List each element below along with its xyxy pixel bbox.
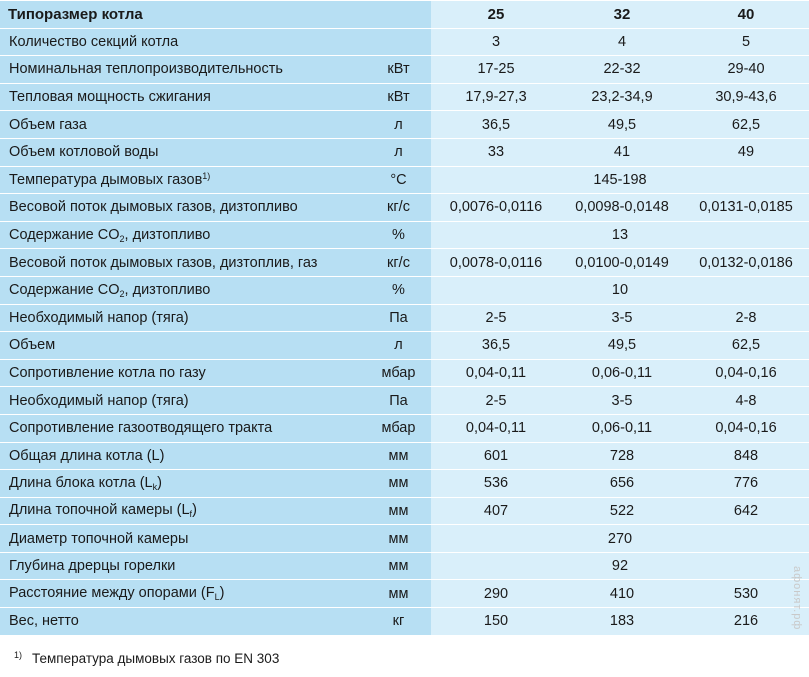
row-label-text: Объем xyxy=(9,337,56,354)
row-value-all-sizes: 92 xyxy=(431,552,809,580)
row-value: 290 xyxy=(431,580,561,608)
table-row xyxy=(0,414,809,442)
row-value: 0,0076-0,0116 xyxy=(431,194,561,222)
row-value: 29-40 xyxy=(683,56,809,84)
row-label-text: Расстояние между опорами (F xyxy=(9,585,215,602)
row-label xyxy=(0,166,366,194)
row-value: 17,9-27,3 xyxy=(431,83,561,111)
footnote xyxy=(14,650,279,666)
row-value: 3-5 xyxy=(561,304,683,332)
row-label xyxy=(0,56,366,84)
row-value: 216 xyxy=(683,608,809,635)
row-value-all-sizes: 13 xyxy=(431,221,809,249)
row-value: 62,5 xyxy=(683,332,809,360)
row-unit: мм xyxy=(366,552,431,580)
row-label xyxy=(0,580,366,608)
row-value: 49 xyxy=(683,138,809,166)
row-value: 49,5 xyxy=(561,332,683,360)
row-label-text: Общая длина котла (L) xyxy=(9,447,165,464)
row-unit: мм xyxy=(366,497,431,525)
table-row xyxy=(0,497,809,525)
row-unit: мм xyxy=(366,470,431,498)
row-unit: кг xyxy=(366,608,431,635)
row-value-all-sizes: 270 xyxy=(431,525,809,553)
table-row xyxy=(0,387,809,415)
watermark: aфoнят.рф xyxy=(791,566,803,631)
row-value: 3 xyxy=(431,28,561,56)
row-label xyxy=(0,276,366,304)
row-value: 536 xyxy=(431,470,561,498)
row-label xyxy=(0,249,366,277)
row-label-footnote-mark: 1) xyxy=(202,171,211,182)
row-value: 33 xyxy=(431,138,561,166)
row-label-text: Температура дымовых газов xyxy=(9,172,203,189)
row-label xyxy=(0,138,366,166)
row-unit: °C xyxy=(366,166,431,194)
row-label-text: Тепловая мощность сжигания xyxy=(9,89,211,106)
table-header-row xyxy=(0,1,809,29)
table-row xyxy=(0,359,809,387)
table-row xyxy=(0,111,809,139)
row-value: 41 xyxy=(561,138,683,166)
row-label xyxy=(0,111,366,139)
row-label-suffix: , дизтопливо xyxy=(124,281,211,298)
row-value: 0,0078-0,0116 xyxy=(431,249,561,277)
row-label-text: Сопротивление газоотводящего тракта xyxy=(9,420,273,437)
row-label-subscript: 2 xyxy=(119,288,125,299)
row-label-suffix: ) xyxy=(192,502,197,519)
table-row xyxy=(0,56,809,84)
row-value: 23,2-34,9 xyxy=(561,83,683,111)
row-label-text: Глубина дрерцы горелки xyxy=(9,558,176,575)
row-value: 36,5 xyxy=(431,332,561,360)
row-unit: кВт xyxy=(366,56,431,84)
table-row xyxy=(0,138,809,166)
row-value: 62,5 xyxy=(683,111,809,139)
row-label-text: Содержание CO xyxy=(9,281,120,298)
row-value: 0,04-0,11 xyxy=(431,414,561,442)
row-value: 2-8 xyxy=(683,304,809,332)
row-label-text: Длина блока котла (L xyxy=(9,474,153,491)
row-label-text: Длина топочной камеры (L xyxy=(9,502,190,519)
row-label-text: Необходимый напор (тяга) xyxy=(9,309,189,326)
table-row xyxy=(0,332,809,360)
row-label-text: Необходимый напор (тяга) xyxy=(9,392,189,409)
row-unit: % xyxy=(366,276,431,304)
table-row xyxy=(0,525,809,553)
table-row xyxy=(0,580,809,608)
row-label xyxy=(0,28,366,56)
table-row xyxy=(0,304,809,332)
row-value: 22-32 xyxy=(561,56,683,84)
row-value: 17-25 xyxy=(431,56,561,84)
row-value: 0,04-0,16 xyxy=(683,359,809,387)
row-unit: кВт xyxy=(366,83,431,111)
row-label xyxy=(0,525,366,553)
row-unit: % xyxy=(366,221,431,249)
row-value: 2-5 xyxy=(431,387,561,415)
row-label xyxy=(0,414,366,442)
row-label xyxy=(0,608,366,635)
row-label-suffix: ) xyxy=(219,585,225,602)
row-unit: мбар xyxy=(366,359,431,387)
row-value: 0,06-0,11 xyxy=(561,414,683,442)
row-label-text: Весовой поток дымовых газов, дизтопливо xyxy=(9,199,298,216)
table-row xyxy=(0,83,809,111)
row-value: 530 xyxy=(683,580,809,608)
row-unit: л xyxy=(366,138,431,166)
footnote-text: Температура дымовых газов по EN 303 xyxy=(32,651,280,666)
row-value: 407 xyxy=(431,497,561,525)
row-value: 4 xyxy=(561,28,683,56)
row-value: 0,04-0,11 xyxy=(431,359,561,387)
row-value: 522 xyxy=(561,497,683,525)
row-value: 0,0131-0,0185 xyxy=(683,194,809,222)
row-value: 776 xyxy=(683,470,809,498)
table-row xyxy=(0,608,809,635)
row-value: 848 xyxy=(683,442,809,470)
row-label xyxy=(0,387,366,415)
row-label-text: Вес, нетто xyxy=(9,613,79,630)
table-row xyxy=(0,28,809,56)
row-value: 0,0132-0,0186 xyxy=(683,249,809,277)
row-label xyxy=(0,83,366,111)
row-value: 656 xyxy=(561,470,683,498)
row-label-text: Объем котловой воды xyxy=(9,144,159,161)
row-unit: мбар xyxy=(366,414,431,442)
row-label xyxy=(0,332,366,360)
row-label-text: Содержание CO xyxy=(9,226,120,243)
row-label-text: Количество секций котла xyxy=(9,33,179,50)
row-unit: мм xyxy=(366,525,431,553)
row-label-suffix: ) xyxy=(157,474,162,491)
row-value-all-sizes: 145-198 xyxy=(431,166,809,194)
row-unit: кг/с xyxy=(366,194,431,222)
row-label xyxy=(0,221,366,249)
row-label-text: Номинальная теплопроизводительность xyxy=(9,61,283,78)
row-unit: кг/с xyxy=(366,249,431,277)
row-value: 601 xyxy=(431,442,561,470)
row-value: 4-8 xyxy=(683,387,809,415)
row-value-all-sizes: 10 xyxy=(431,276,809,304)
table-row xyxy=(0,194,809,222)
row-unit: мм xyxy=(366,442,431,470)
row-label-suffix: , дизтопливо xyxy=(124,226,211,243)
row-label-text: Сопротивление котла по газу xyxy=(9,365,206,382)
row-label-subscript: L xyxy=(214,592,220,603)
header-size-32: 32 xyxy=(561,1,683,29)
header-label: Типоразмер котла xyxy=(0,1,366,29)
row-value: 183 xyxy=(561,608,683,635)
row-value: 3-5 xyxy=(561,387,683,415)
row-label xyxy=(0,552,366,580)
row-label xyxy=(0,442,366,470)
table-row xyxy=(0,552,809,580)
table-row xyxy=(0,221,809,249)
header-unit-cell xyxy=(366,1,431,29)
table-row xyxy=(0,276,809,304)
row-label-subscript: 2 xyxy=(119,233,125,244)
row-value: 410 xyxy=(561,580,683,608)
row-unit: л xyxy=(366,332,431,360)
row-unit: Па xyxy=(366,304,431,332)
row-value: 30,9-43,6 xyxy=(683,83,809,111)
table-row xyxy=(0,470,809,498)
header-size-40: 40 xyxy=(683,1,809,29)
row-value: 2-5 xyxy=(431,304,561,332)
row-value: 0,0100-0,0149 xyxy=(561,249,683,277)
row-label xyxy=(0,359,366,387)
row-label xyxy=(0,497,366,525)
row-unit: мм xyxy=(366,580,431,608)
row-value: 0,04-0,16 xyxy=(683,414,809,442)
row-label xyxy=(0,304,366,332)
row-value: 49,5 xyxy=(561,111,683,139)
row-value: 728 xyxy=(561,442,683,470)
row-value: 36,5 xyxy=(431,111,561,139)
row-label-text: Диаметр топочной камеры xyxy=(9,530,189,547)
table-row xyxy=(0,166,809,194)
row-value: 0,0098-0,0148 xyxy=(561,194,683,222)
row-label-subscript: k xyxy=(152,481,158,492)
row-value: 150 xyxy=(431,608,561,635)
row-unit: Па xyxy=(366,387,431,415)
row-value: 642 xyxy=(683,497,809,525)
row-value: 0,06-0,11 xyxy=(561,359,683,387)
row-label xyxy=(0,194,366,222)
footnote-mark: 1) xyxy=(14,650,23,660)
table-row xyxy=(0,442,809,470)
row-unit xyxy=(366,28,431,56)
row-label-subscript: f xyxy=(189,509,193,520)
row-label-text: Весовой поток дымовых газов, дизтоплив, газ xyxy=(9,254,318,271)
row-label xyxy=(0,470,366,498)
header-size-25: 25 xyxy=(431,1,561,29)
row-label-text: Объем газа xyxy=(9,116,87,133)
table-row xyxy=(0,249,809,277)
row-unit: л xyxy=(366,111,431,139)
row-value: 5 xyxy=(683,28,809,56)
